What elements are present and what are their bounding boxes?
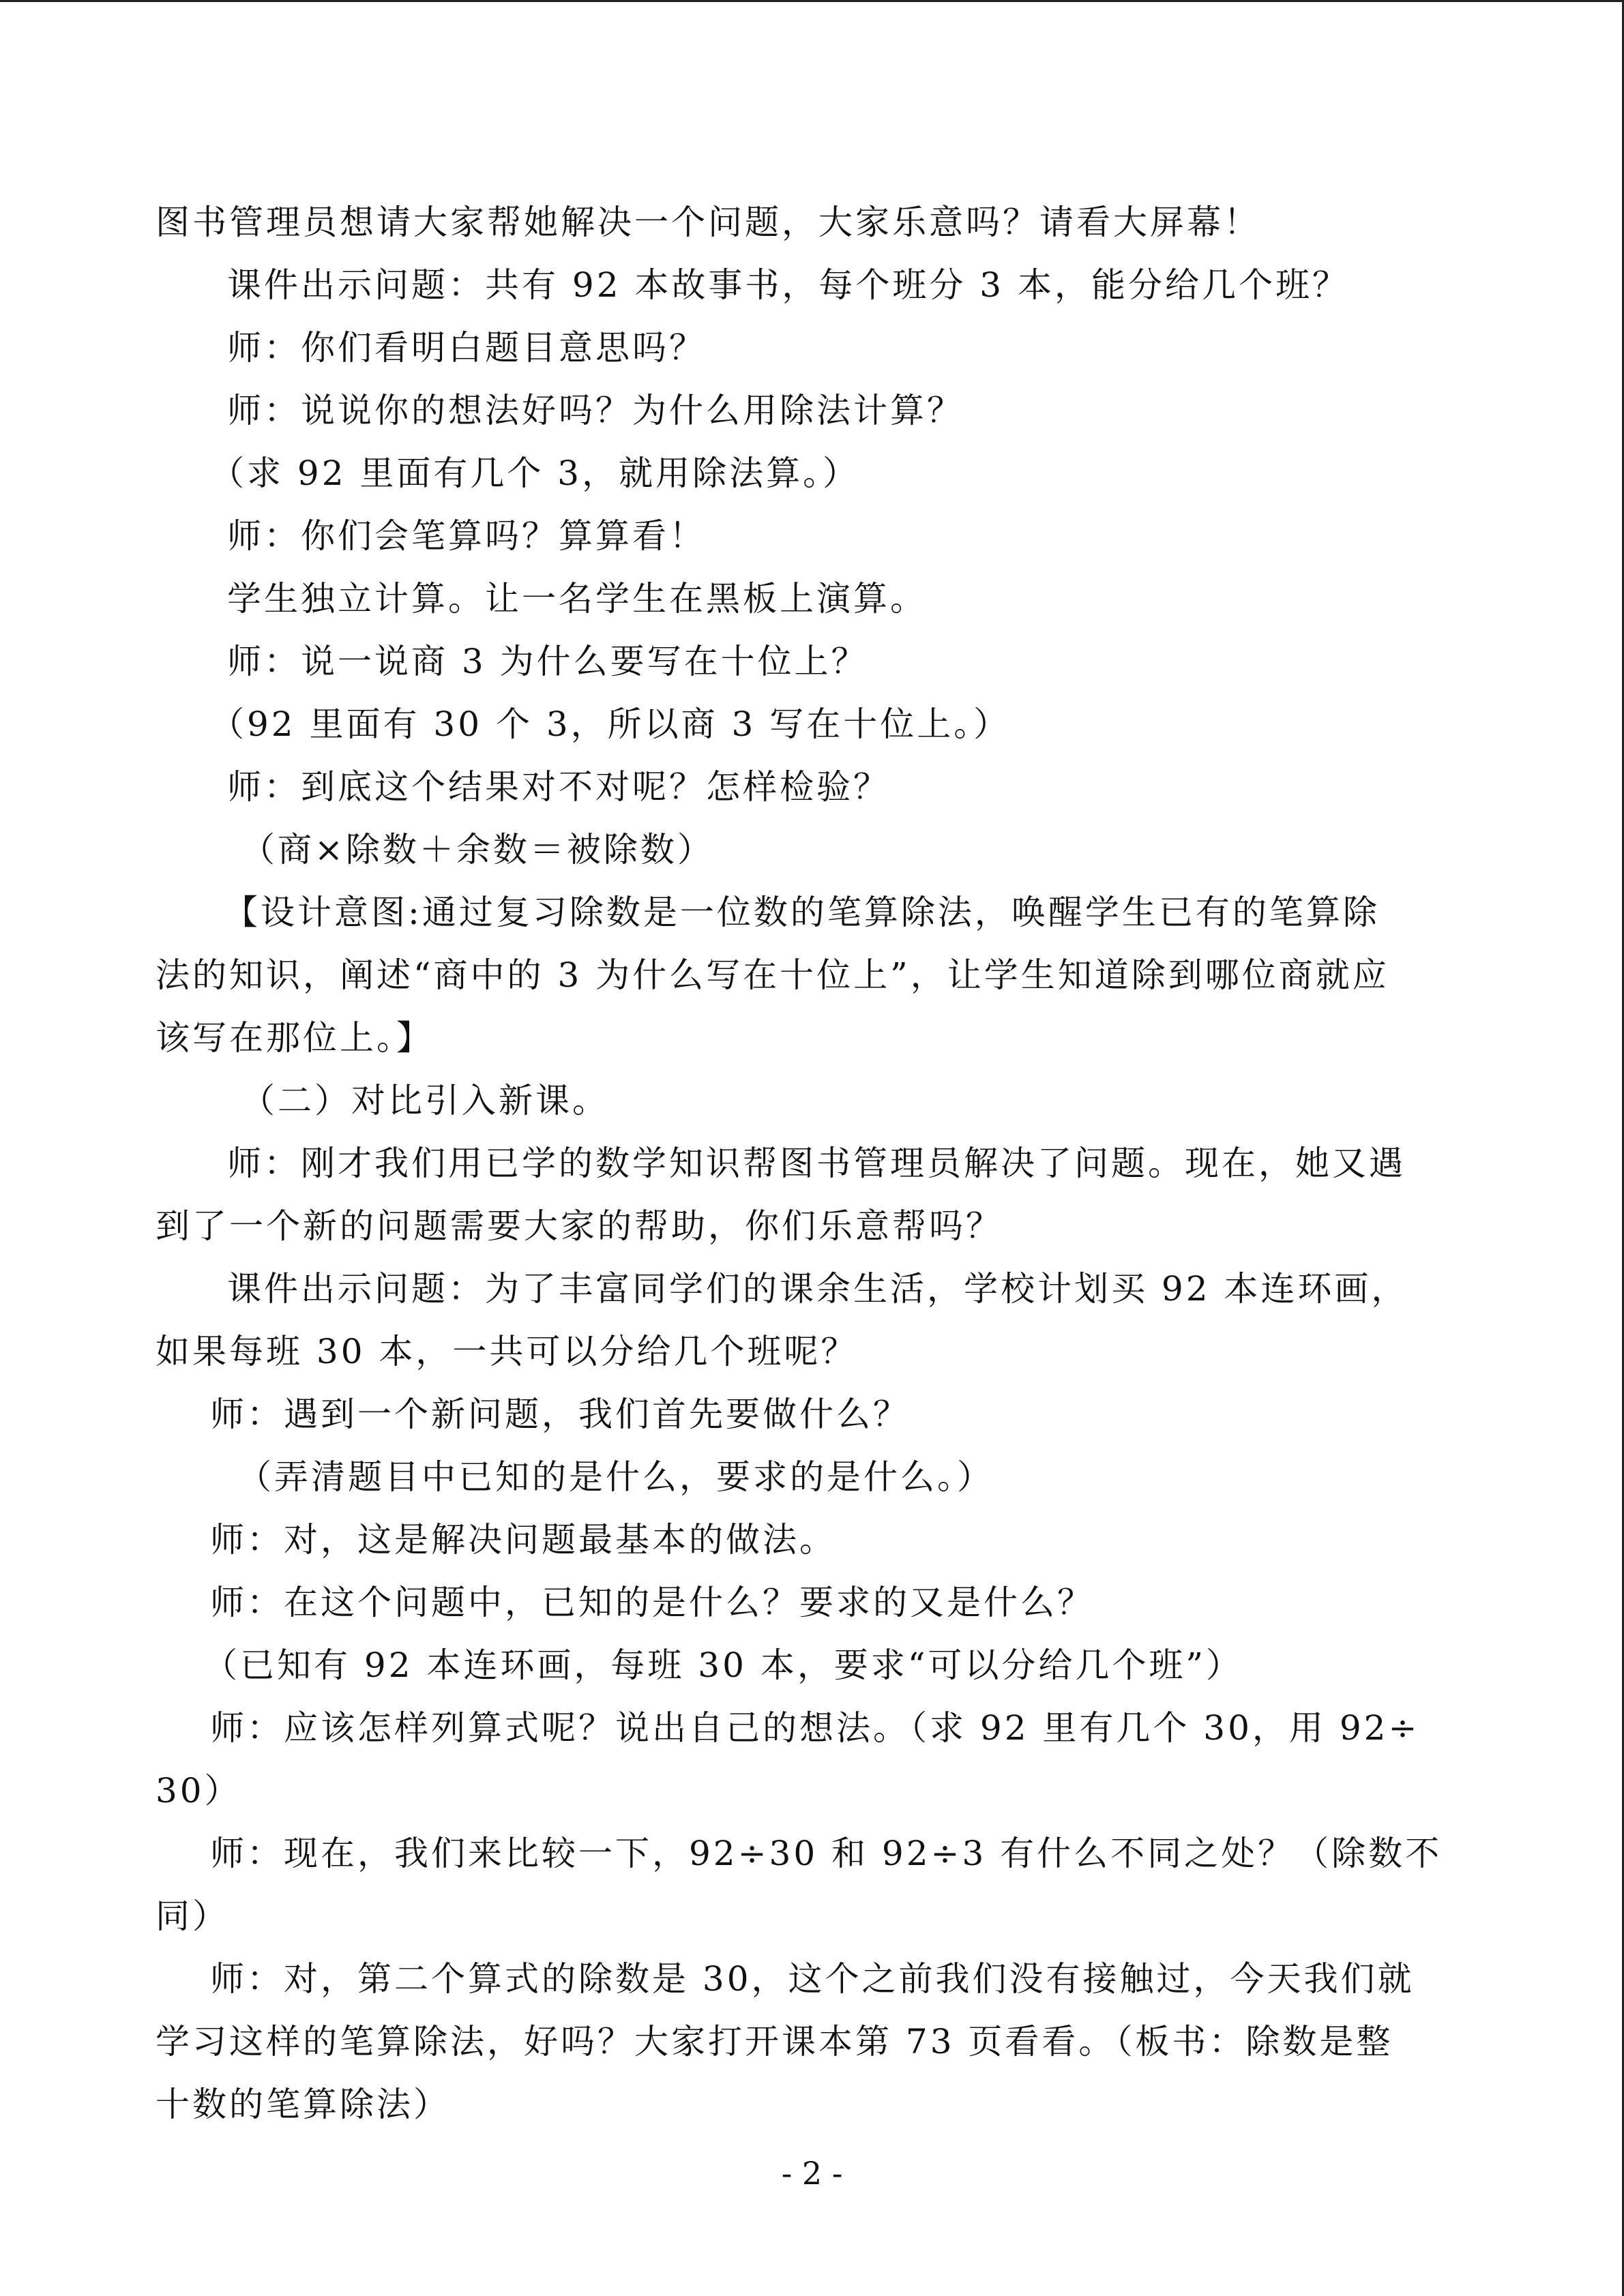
text-line: 图书管理员想请大家帮她解决一个问题，大家乐意吗？请看大屏幕！ — [156, 203, 1260, 242]
text-line: （商×除数＋余数＝被除数） — [241, 830, 714, 869]
design-intent-line: 该写在那位上。】 — [156, 1018, 433, 1058]
text-line: 师：说一说商 3 为什么要写在十位上？ — [227, 642, 868, 681]
text-line: 师：你们看明白题目意思吗？ — [227, 328, 706, 368]
text-line: 师：对，第二个算式的除数是 30，这个之前我们没有接触过，今天我们就 — [210, 1959, 1415, 1999]
text-line: 师：你们会笔算吗？算算看！ — [227, 516, 706, 556]
text-line: 十数的笔算除法） — [156, 2085, 450, 2124]
text-line: 学生独立计算。让一名学生在黑板上演算。 — [227, 579, 927, 618]
text-line: 30） — [156, 1771, 241, 1810]
page-top-border — [0, 0, 1624, 2]
page-number: - 2 - — [781, 2155, 843, 2192]
text-line: 师：刚才我们用已学的数学知识帮图书管理员解决了问题。现在，她又遇 — [227, 1144, 1406, 1183]
design-intent-line: 【设计意图:通过复习除数是一位数的笔算除法，唤醒学生已有的笔算除 — [224, 893, 1380, 932]
text-line: 到了一个新的问题需要大家的帮助，你们乐意帮吗？ — [156, 1206, 1003, 1246]
text-line: 同） — [156, 1896, 229, 1936]
text-line: 师：在这个问题中，已知的是什么？要求的又是什么？ — [210, 1583, 1094, 1622]
text-line: 师：对，这是解决问题最基本的做法。 — [210, 1520, 836, 1560]
text-line: 课件出示问题：共有 92 本故事书，每个班分 3 本，能分给几个班？ — [227, 265, 1350, 305]
text-line: 如果每班 30 本，一共可以分给几个班呢？ — [156, 1332, 858, 1371]
text-line: （92 里面有 30 个 3，所以商 3 写在十位上。） — [210, 704, 1011, 744]
document-body — [156, 191, 1456, 2136]
text-line: （求 92 里面有几个 3，就用除法算。） — [210, 453, 860, 493]
text-line: 师：说说你的想法好吗？为什么用除法计算？ — [227, 391, 964, 430]
text-line: 师：应该怎样列算式呢？说出自己的想法。（求 92 里有几个 30，用 92÷ — [210, 1708, 1420, 1748]
text-line: 师：遇到一个新问题，我们首先要做什么？ — [210, 1395, 910, 1434]
text-line: 课件出示问题：为了丰富同学们的课余生活，学校计划买 92 本连环画， — [227, 1269, 1408, 1309]
design-intent-line: 法的知识，阐述“商中的 3 为什么写在十位上”，让学生知道除到哪位商就应 — [156, 955, 1389, 995]
text-line: 师：到底这个结果对不对呢？怎样检验？ — [227, 767, 890, 807]
text-line: （已知有 92 本连环画，每班 30 本，要求“可以分给几个班”） — [203, 1645, 1243, 1685]
section-heading: （二）对比引入新课。 — [241, 1081, 609, 1120]
text-line: （弄清题目中已知的是什么，要求的是什么。） — [237, 1457, 994, 1497]
text-line: 师：现在，我们来比较一下，92÷30 和 92÷3 有什么不同之处？（除数不 — [210, 1834, 1443, 1873]
text-line: 学习这样的笔算除法，好吗？大家打开课本第 73 页看看。（板书：除数是整 — [156, 2022, 1393, 2061]
